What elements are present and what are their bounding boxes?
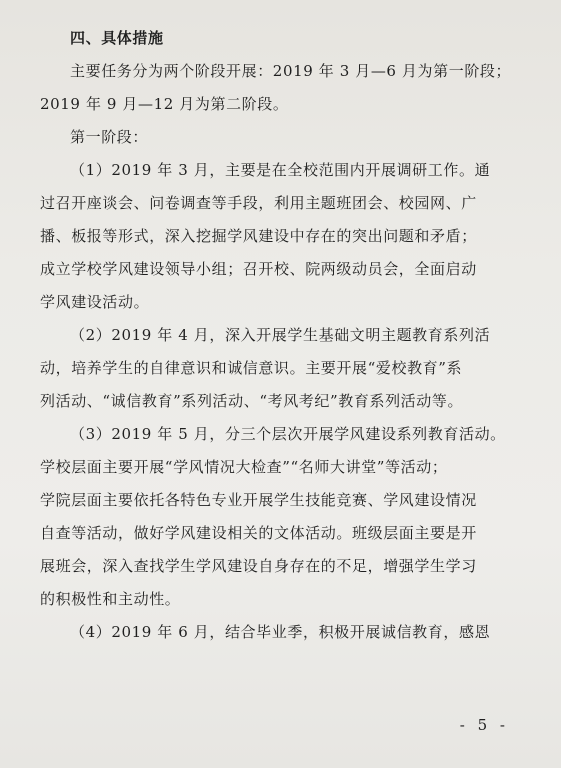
paragraph-line: 学风建设活动。 [40, 293, 150, 311]
paragraph-line: （2）2019 年 4 月，深入开展学生基础文明主题教育系列活 [70, 326, 491, 344]
paragraph-line: 列活动、“诚信教育”系列活动、“考风考纪”教育系列活动等。 [40, 392, 464, 410]
document-body [40, 22, 540, 649]
paragraph-line: 主要任务分为两个阶段开展：2019 年 3 月—6 月为第一阶段； [70, 62, 512, 80]
paragraph-line: 学院层面主要依托各特色专业开展学生技能竞赛、学风建设情况 [40, 491, 477, 509]
paragraph-line: （1）2019 年 3 月，主要是在全校范围内开展调研工作。通 [70, 161, 491, 179]
paragraph-line: 过召开座谈会、问卷调查等手段，利用主题班团会、校园网、广 [40, 194, 477, 212]
paragraph-line: 展班会，深入查找学生学风建设自身存在的不足，增强学生学习 [40, 557, 477, 575]
paragraph-line: （3）2019 年 5 月，分三个层次开展学风建设系列教育活动。 [70, 425, 506, 443]
paragraph-line: 学校层面主要开展“学风情况大检查”“名师大讲堂”等活动； [40, 458, 448, 476]
page-number: - 5 - [459, 716, 509, 734]
paragraph-line: 自查等活动，做好学风建设相关的文体活动。班级层面主要是开 [40, 524, 477, 542]
paragraph-line: 2019 年 9 月—12 月为第二阶段。 [40, 95, 289, 113]
paragraph-line: 播、板报等形式，深入挖掘学风建设中存在的突出问题和矛盾； [40, 227, 477, 245]
section-heading: 四、具体措施 [70, 29, 164, 47]
paragraph-line: 的积极性和主动性。 [40, 590, 181, 608]
paragraph-line: 动，培养学生的自律意识和诚信意识。主要开展“爱校教育”系 [40, 359, 463, 377]
paragraph-line: 成立学校学风建设领导小组；召开校、院两级动员会，全面启动 [40, 260, 477, 278]
paragraph-line: （4）2019 年 6 月，结合毕业季，积极开展诚信教育，感恩 [70, 623, 491, 641]
stage-heading: 第一阶段： [70, 128, 149, 146]
